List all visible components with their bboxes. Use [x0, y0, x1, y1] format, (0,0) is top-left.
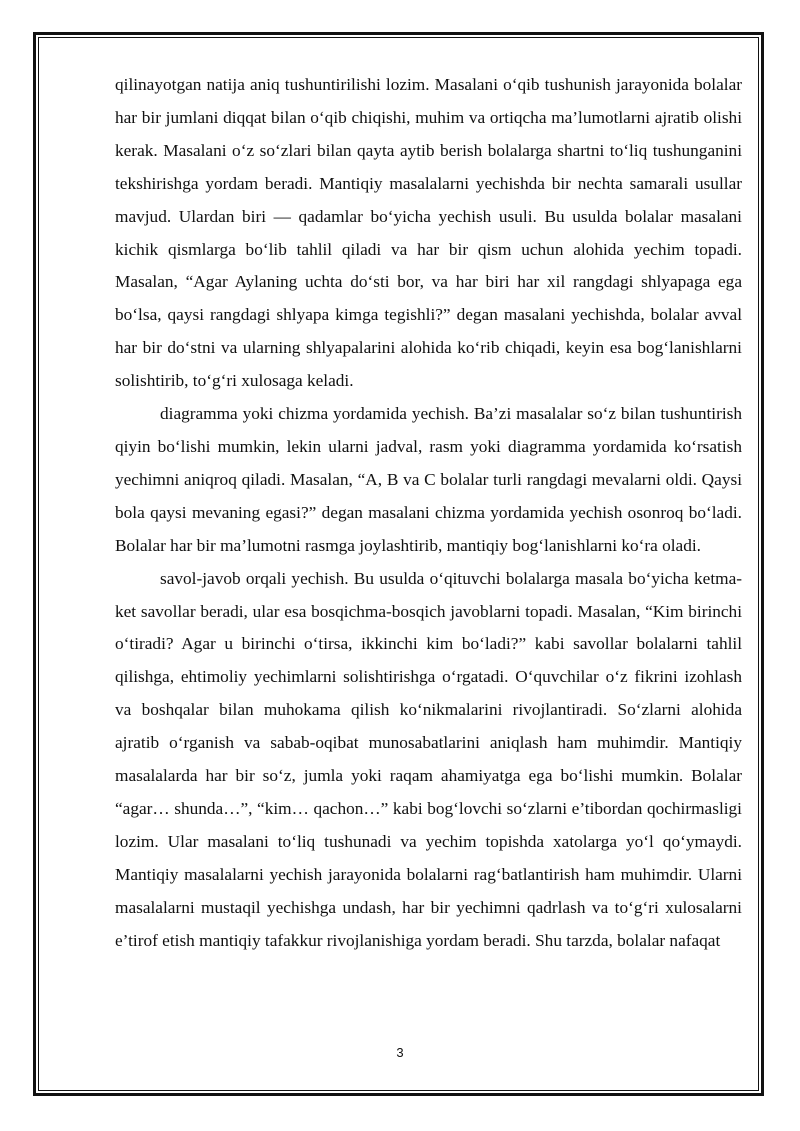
- page-number: 3: [396, 1045, 404, 1060]
- paragraph-diagram-method: diagramma yoki chizma yordamida yechish. Ba’zi masalalar so‘z bilan tushuntirish qiyin bo‘lishi mumkin, lekin ularni jadval, rasm yoki diagramma yordamida ko‘rsatish yechimni aniqroq qiladi. Masalan, “A, B va C bolalar turli rangdagi mevalarni oldi. Qaysi bola qaysi mevaning egasi?” degan masalani chizma yordamida yechish osonroq bo‘ladi. Bolalar har bir ma’lumotni rasmga joylashtirib, mantiqiy bog‘lanishlarni ko‘ra oladi.: [115, 404, 742, 555]
- paragraph-continuation: qilinayotgan natija aniq tushuntirilishi lozim. Masalani o‘qib tushunish jarayonida bolalar har bir jumlani diqqat bilan o‘qib chiqishi, muhim va ortiqcha ma’lumotlarni ajratib olishi kerak. Masalani o‘z so‘zlari bilan qayta aytib berish bolalarga shartni to‘liq tushunganini tekshirishga yordam beradi. Mantiqiy masalalarni yechishda bir nechta samarali usullar mavjud. Ulardan biri — qadamlar bo‘yicha yechish usuli. Bu usulda bolalar masalani kichik qismlarga bo‘lib tahlil qiladi va har bir qism uchun alohida yechim topadi. Masalan, “Agar Aylaning uchta do‘sti bor, va har biri har xil rangdagi shlyapaga ega bo‘lsa, qaysi rangdagi shlyapa kimga tegishli?” degan masalani yechishda, bolalar avval har bir do‘stni va ularning shlyapalarini alohida ko‘rib chiqadi, keyin esa bog‘lanishlarni solishtirib, to‘g‘ri xulosaga keladi.: [115, 75, 742, 391]
- document-body: [115, 69, 742, 957]
- paragraph-question-answer-method: savol-javob orqali yechish. Bu usulda o‘qituvchi bolalarga masala bo‘yicha ketma-ket savollar beradi, ular esa bosqichma-bosqich javoblarni topadi. Masalan, “Kim birinchi o‘tiradi? Agar u birinchi o‘tirsa, ikkinchi kim bo‘ladi?” kabi savollar bolalarni tahlil qilishga, ehtimoliy yechimlarni solishtirishga o‘rgatadi. O‘quvchilar o‘z fikrini izohlash va boshqalar bilan muhokama qilish ko‘nikmalarini rivojlantiradi. So‘zlarni alohida ajratib o‘rganish va sabab-oqibat munosabatlarini aniqlash ham muhimdir. Mantiqiy masalalarda har bir so‘z, jumla yoki raqam ahamiyatga ega bo‘lishi mumkin. Bolalar “agar… shunda…”, “kim… qachon…” kabi bog‘lovchi so‘zlarni e’tibordan qochirmasligi lozim. Ular masalani to‘liq tushunadi va yechim topishda xatolarga yo‘l qo‘ymaydi. Mantiqiy masalalarni yechish jarayonida bolalarni rag‘batlantirish ham muhimdir. Ularni masalalarni mustaqil yechishga undash, har bir yechimni qadrlash va to‘g‘ri xulosalarni e’tirof etish mantiqiy tafakkur rivojlanishiga yordam beradi. Shu tarzda, bolalar nafaqat: [115, 568, 742, 950]
